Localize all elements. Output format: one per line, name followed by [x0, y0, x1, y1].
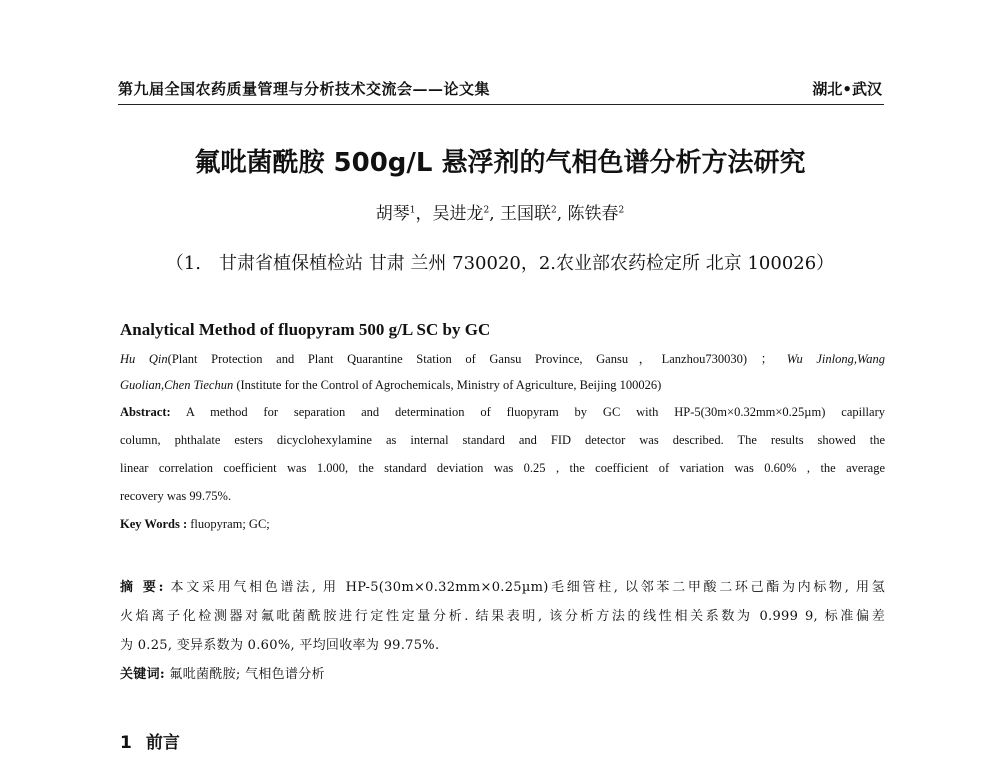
author-affil-mark: 2: [483, 205, 490, 216]
english-abstract-line: recovery was 99.75%.: [120, 489, 232, 503]
author-name: 吴进龙: [432, 204, 484, 224]
english-keywords-text: fluopyram; GC;: [187, 517, 270, 531]
author-separator: ，: [415, 204, 433, 224]
chinese-keywords-label: 关键词:: [120, 667, 165, 682]
chinese-abstract-line: 火焰离子化检测器对氟吡菌酰胺进行定性定量分析. 结果表明, 该分析方法的线性相关系数为 0.999 9, 标准偏差: [120, 609, 885, 624]
chinese-abstract-line: [120, 576, 885, 595]
english-abstract-line: column, phthalate esters dicyclohexylamine as internal standard and FID detector was described. The results showed the: [120, 433, 885, 447]
author-affil-mark: 2: [551, 205, 557, 216]
chinese-abstract-line: 为 0.25, 变异系数为 0.60%, 平均回收率为 99.75%.: [120, 638, 440, 653]
running-header: [118, 78, 884, 104]
chinese-abstract-text: 本文采用气相色谱法, 用 HP-5(30m×0.32mm×0.25µm)毛细管柱, 以邻苯二甲酸二环己酯为内标物, 用氢: [163, 580, 886, 595]
section-heading: [120, 728, 180, 753]
affiliation: （1. 甘肃省植保植检站 甘肃 兰州 730020，2.农业部农药检定所 北京 100026）: [165, 253, 835, 274]
chinese-keywords-text: 氟吡菌酰胺; 气相色谱分析: [165, 667, 325, 682]
english-affiliation: (Plant Protection and Plant Quarantine Station of Gansu Province, Gansu，Lanzhou730030) ；: [167, 352, 774, 366]
english-author-line-1: [120, 349, 885, 367]
english-author: Wu Jinlong,Wang: [786, 352, 886, 366]
author-name: 王国联: [500, 204, 551, 224]
english-affiliation: (Institute for the Control of Agrochemicals, Ministry of Agriculture, Beijing 100026): [233, 378, 662, 392]
chinese-keywords: [120, 663, 885, 682]
author-separator: ,: [556, 204, 568, 224]
section-number: 1: [120, 733, 132, 753]
english-keywords: [120, 517, 885, 532]
author-name: 陈铁春: [567, 204, 619, 224]
english-abstract-line: [120, 405, 885, 420]
author-separator: ,: [489, 204, 500, 224]
english-author: Guolian,Chen Tiechun: [120, 378, 234, 392]
author-name: 胡琴: [375, 204, 410, 224]
paper-title: 氟吡菌酰胺 500g/L 悬浮剂的气相色谱分析方法研究: [194, 148, 806, 178]
header-rule: [118, 104, 884, 105]
english-abstract-text: A method for separation and determination of fluopyram by GC with HP-5(30m×0.32mm×0.25µm) capillary: [170, 405, 885, 419]
conference-location: 湖北•武汉: [812, 80, 882, 98]
english-keywords-label: Key Words :: [120, 517, 188, 531]
english-author: Hu Qin: [120, 352, 168, 366]
english-title: Analytical Method of fluopyram 500 g/L SC by GC: [120, 320, 491, 339]
english-author-line-2: [120, 378, 885, 393]
conference-name: 第九届全国农药质量管理与分析技术交流会——论文集: [118, 80, 491, 98]
english-abstract-label: Abstract:: [120, 405, 171, 419]
english-abstract-line: linear correlation coefficient was 1.000, the standard deviation was 0.25 , the coefficient of variation was 0.60% , the average: [120, 461, 885, 475]
chinese-abstract-label: 摘 要:: [120, 580, 164, 595]
section-title: 前言: [145, 733, 180, 753]
author-affil-mark: 1: [409, 205, 416, 216]
author-list: [0, 199, 1000, 224]
author-affil-mark: 2: [618, 205, 625, 216]
